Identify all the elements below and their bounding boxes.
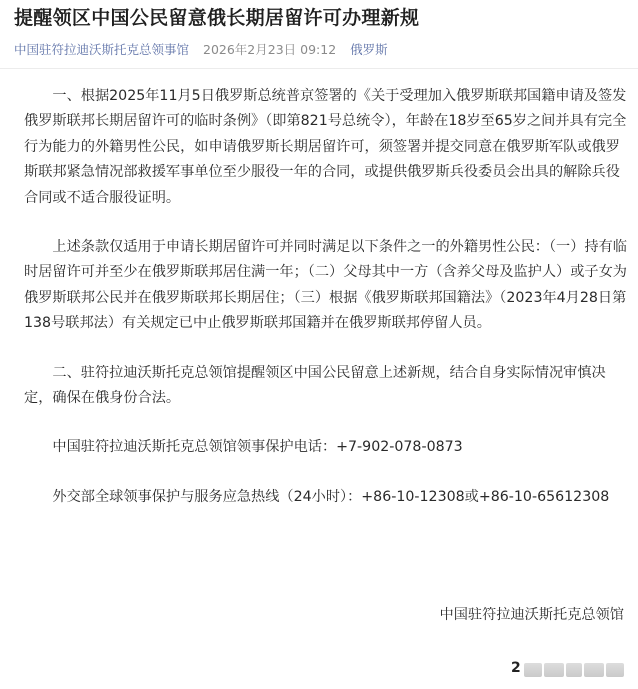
watermark-block	[544, 663, 564, 677]
article-title: 提醒领区中国公民留意俄长期居留许可办理新规	[14, 7, 420, 29]
watermark-overlay	[524, 658, 628, 682]
body-paragraph-1: 一、根据2025年11月5日俄罗斯总统普京签署的《关于受理加入俄罗斯联邦国籍申请及签发俄罗斯联邦长期居留许可的临时条例》（即第821号总统令），年龄在18岁至65岁之间并具有完全行为能力的外籍男性公民，如申请俄罗斯长期居留许可，须签署并提交同意在俄罗斯军队或俄罗斯联邦紧急情况部救援军事单位至少服役一年的合同，或提供俄罗斯兵役委员会出具的解除兵役合同或不适合服役证明。	[24, 88, 627, 206]
body-paragraph-3: 二、驻符拉迪沃斯托克总领馆提醒领区中国公民留意上述新规，结合自身实际情况审慎决定，确保在俄身份合法。	[24, 364, 606, 407]
watermark-block	[566, 663, 582, 677]
article-location-tag[interactable]: 俄罗斯	[350, 42, 388, 57]
watermark-block	[524, 663, 542, 677]
article-source[interactable]: 中国驻符拉迪沃斯托克总领事馆	[14, 42, 190, 57]
signature: 中国驻符拉迪沃斯托克总领馆	[439, 607, 624, 623]
watermark-block	[606, 663, 624, 677]
article-datetime: 2026年2月23日 09:12	[203, 42, 337, 57]
article-body	[24, 84, 628, 534]
date-fragment: 2	[511, 660, 521, 676]
body-paragraph-hotline: 外交部全球领事保护与服务应急热线（24小时）：+86-10-12308或+86-10-65612308	[52, 488, 610, 505]
header-divider	[0, 68, 638, 69]
watermark-block	[584, 663, 604, 677]
body-paragraph-consular-phone: 中国驻符拉迪沃斯托克总领馆领事保护电话：+7-902-078-0873	[52, 439, 463, 456]
article-meta	[14, 40, 388, 58]
body-paragraph-2: 上述条款仅适用于申请长期居留许可并同时满足以下条件之一的外籍男性公民：（一）持有临时居留许可并至少在俄罗斯联邦居住满一年；（二）父母其中一方（含养父母及监护人）或子女为俄罗斯联邦公民并在俄罗斯联邦长期居住；（三）根据《俄罗斯联邦国籍法》（2023年4月28日第138号联邦法）有关规定已中止俄罗斯联邦国籍并在俄罗斯联邦停留人员。	[24, 239, 627, 332]
